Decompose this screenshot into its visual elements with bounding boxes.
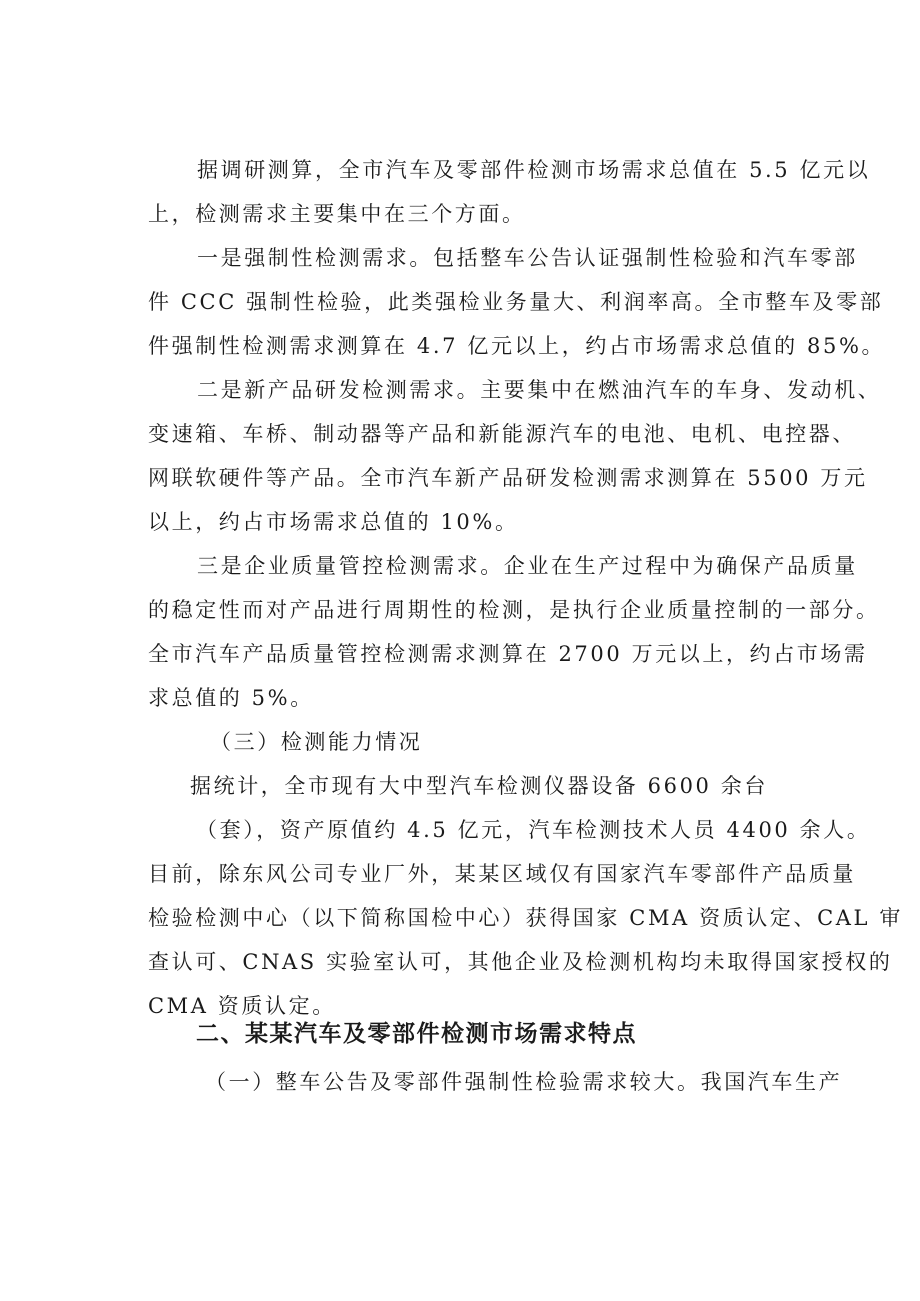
paragraph-capacity-line-5: 查认可、CNAS 实验室认可，其他企业及检测机构均未取得国家授权的 xyxy=(148,950,893,974)
section-heading: 二、某某汽车及零部件检测市场需求特点 xyxy=(196,1021,637,1047)
paragraph-rd-line-4: 以上，约占市场需求总值的 10%。 xyxy=(148,510,519,534)
paragraph-intro-line-2: 上，检测需求主要集中在三个方面。 xyxy=(148,202,526,226)
paragraph-quality-line-3: 全市汽车产品质量管控检测需求测算在 2700 万元以上，约占市场需 xyxy=(148,642,868,666)
paragraph-rd-line-1: 二是新产品研发检测需求。主要集中在燃油汽车的车身、发动机、 xyxy=(197,378,882,402)
paragraph-quality-line-4: 求总值的 5%。 xyxy=(148,686,314,710)
paragraph-quality-line-1: 三是企业质量管控检测需求。企业在生产过程中为确保产品质量 xyxy=(197,554,858,578)
subheading-vehicle: （一）整车公告及零部件强制性检验需求较大。我国汽车生产 xyxy=(205,1070,843,1094)
paragraph-capacity-line-3: 目前，除东风公司专业厂外，某某区域仅有国家汽车零部件产品质量 xyxy=(148,862,856,886)
paragraph-mandatory-line-2: 件 CCC 强制性检验，此类强检业务量大、利润率高。全市整车及零部 xyxy=(148,290,884,314)
paragraph-intro-line-1: 据调研测算，全市汽车及零部件检测市场需求总值在 5.5 亿元以 xyxy=(197,158,871,182)
paragraph-quality-line-2: 的稳定性而对产品进行周期性的检测，是执行企业质量控制的一部分。 xyxy=(148,598,880,622)
paragraph-mandatory-line-3: 件强制性检测需求测算在 4.7 亿元以上，约占市场需求总值的 85%。 xyxy=(148,334,886,358)
subheading-capacity: （三）检测能力情况 xyxy=(210,730,423,754)
paragraph-capacity-line-1: 据统计，全市现有大中型汽车检测仪器设备 6600 余台 xyxy=(190,774,768,798)
paragraph-rd-line-2: 变速箱、车桥、制动器等产品和新能源汽车的电池、电机、电控器、 xyxy=(148,422,856,446)
paragraph-capacity-line-4: 检验检测中心（以下简称国检中心）获得国家 CMA 资质认定、CAL 审 xyxy=(148,906,903,930)
paragraph-mandatory-line-1: 一是强制性检测需求。包括整车公告认证强制性检验和汽车零部 xyxy=(197,246,858,270)
paragraph-capacity-line-2: （套），资产原值约 4.5 亿元，汽车检测技术人员 4400 余人。 xyxy=(196,818,871,842)
paragraph-capacity-line-6: CMA 资质认定。 xyxy=(148,994,336,1018)
paragraph-rd-line-3: 网联软硬件等产品。全市汽车新产品研发检测需求测算在 5500 万元 xyxy=(148,466,868,490)
